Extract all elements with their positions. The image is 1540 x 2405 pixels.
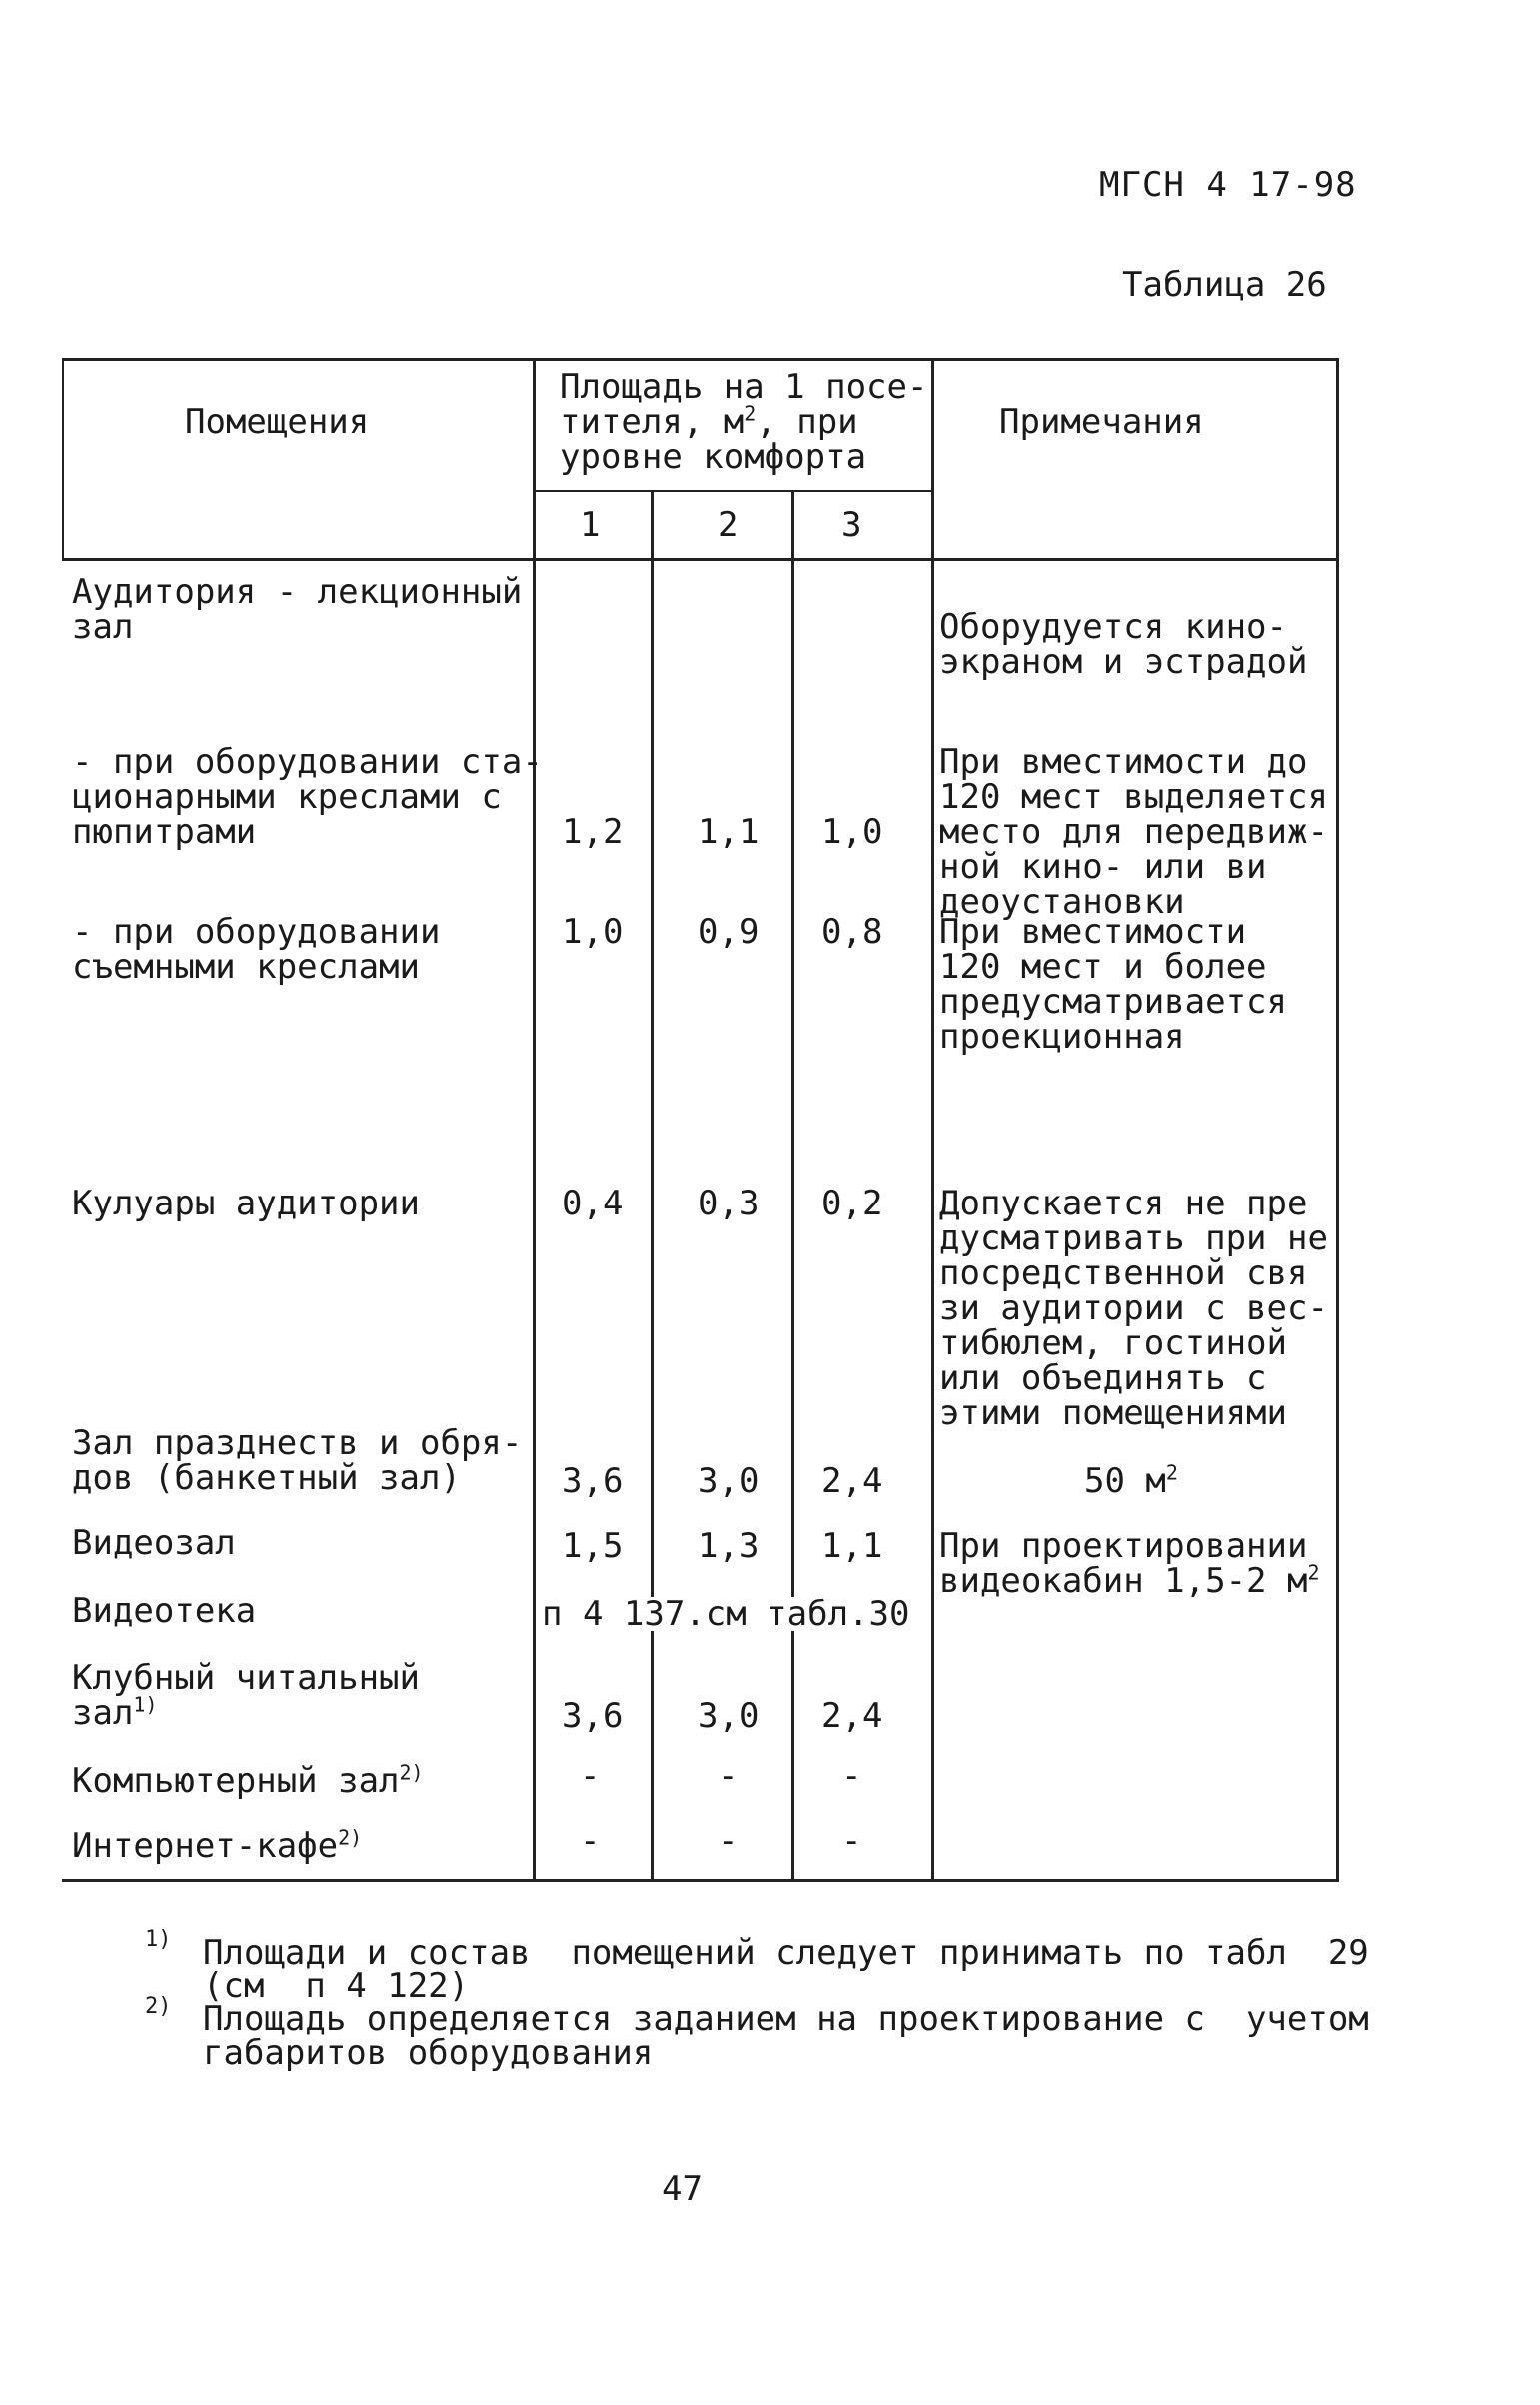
- row-video-hall-v2: 1,3: [698, 1526, 760, 1566]
- page-number: 47: [662, 2169, 703, 2209]
- footnote-2-text: Площадь определяется заданием на проектирование с учетом: [203, 1999, 1369, 2039]
- row-removable-seats-note: проекционная: [939, 1017, 1185, 1057]
- row-lobby-v2: 0,3: [698, 1184, 760, 1223]
- row-fixed-seats-note: место для передвиж-: [939, 812, 1328, 852]
- header-bottom-border: [62, 558, 1339, 561]
- row-removable-seats-name: съемными креслами: [72, 947, 420, 987]
- table-right-border: [1336, 358, 1339, 1882]
- header-area-line2: тителя, $м^2$, при: [560, 401, 858, 442]
- header-level-3: 3: [841, 505, 862, 545]
- row-fixed-seats-note: деоустановки: [939, 882, 1185, 922]
- row-lobby-note: посредственной свя: [939, 1253, 1308, 1293]
- row-banquet-note: 50 $м^2$: [1084, 1460, 1178, 1501]
- row-internet-cafe-v3: -: [841, 1821, 862, 1861]
- row-video-hall-name: Видеозал: [72, 1523, 236, 1563]
- row-internet-cafe-name: Интернет-кафе$^{2)}$: [72, 1825, 363, 1866]
- row-auditorium-note: экраном и эстрадой: [939, 642, 1308, 682]
- footnote-1-text: Площади и состав помещений следует принимать по табл 29: [203, 1933, 1369, 1973]
- row-lobby-note: или объединять с: [939, 1358, 1267, 1398]
- header-level-2: 2: [718, 505, 739, 545]
- table-bottom-border: [62, 1879, 1339, 1882]
- header-area-line3: уровне комфорта: [560, 437, 867, 477]
- row-video-hall-note: При проектировании: [939, 1526, 1308, 1566]
- row-fixed-seats-v3: 1,0: [821, 812, 883, 852]
- row-video-library-span: п 4 137.см табл.30: [542, 1594, 910, 1634]
- footnote-2-text: габаритов оборудования: [203, 2033, 654, 2073]
- row-reading-room-v3: 2,4: [821, 1696, 883, 1736]
- row-computer-room-name: Компьютерный зал$^{2)}$: [72, 1760, 424, 1801]
- row-lobby-note: тибюлем, гостиной: [939, 1323, 1287, 1363]
- row-computer-room-v3: -: [841, 1756, 862, 1796]
- row-lobby-note: дусматривать при не: [939, 1218, 1328, 1258]
- row-reading-room-v1: 3,6: [562, 1696, 624, 1736]
- row-computer-room-v1: -: [580, 1756, 601, 1796]
- row-computer-room-v2: -: [718, 1756, 739, 1796]
- row-lobby-note: этими помещениями: [939, 1393, 1287, 1433]
- row-removable-seats-v1: 1,0: [562, 912, 624, 952]
- row-auditorium-note: Оборудуется кино-: [939, 607, 1287, 647]
- footnote-1-text: (см п 4 122): [203, 1966, 470, 2006]
- document-code: МГСН 4 17-98: [1099, 165, 1357, 205]
- row-video-hall-note: видеокабин 1,5-2 $м^2$: [939, 1560, 1320, 1601]
- row-auditorium-name: Аудитория - лекционный: [72, 572, 523, 612]
- row-fixed-seats-v1: 1,2: [562, 812, 624, 852]
- header-subdivider: [533, 490, 932, 492]
- row-fixed-seats-note: При вместимости до: [939, 742, 1308, 782]
- row-auditorium-name: зал: [72, 607, 134, 647]
- row-banquet-v3: 2,4: [821, 1461, 883, 1501]
- col-border-l1: [651, 490, 654, 1882]
- row-removable-seats-note: предусматривается: [939, 982, 1287, 1022]
- row-reading-room-name: Клубный читальный: [72, 1658, 420, 1698]
- row-removable-seats-v2: 0,9: [698, 912, 760, 952]
- row-fixed-seats-name: - при оборудовании ста-: [72, 742, 543, 782]
- row-banquet-name: дов (банкетный зал): [72, 1458, 461, 1498]
- row-lobby-v3: 0,2: [821, 1184, 883, 1223]
- row-fixed-seats-name: пюпитрами: [72, 812, 257, 852]
- row-video-library-name: Видеотека: [72, 1591, 257, 1631]
- header-level-1: 1: [580, 505, 601, 545]
- row-fixed-seats-note: ной кино- или ви: [939, 847, 1267, 887]
- row-video-hall-v1: 1,5: [562, 1526, 624, 1566]
- row-fixed-seats-v2: 1,1: [698, 812, 760, 852]
- col-border-notes: [931, 358, 934, 1882]
- col-border-rooms: [533, 358, 536, 1882]
- header-notes: Примечания: [999, 402, 1204, 442]
- row-removable-seats-name: - при оборудовании: [72, 912, 441, 952]
- row-video-hall-v3: 1,1: [821, 1526, 883, 1566]
- row-banquet-name: Зал празднеств и обря-: [72, 1423, 523, 1463]
- table-top-border: [62, 358, 1339, 361]
- row-banquet-v1: 3,6: [562, 1461, 624, 1501]
- header-area-line1: Площадь на 1 посе-: [560, 367, 928, 407]
- table-label: Таблица 26: [1122, 265, 1327, 305]
- row-removable-seats-note: При вместимости: [939, 912, 1247, 952]
- row-reading-room-v2: 3,0: [698, 1696, 760, 1736]
- footnote-2-mark: 2): [145, 1994, 172, 2019]
- row-reading-room-name: зал$^{1)}$: [72, 1692, 158, 1733]
- row-internet-cafe-v1: -: [580, 1821, 601, 1861]
- row-removable-seats-note: 120 мест и более: [939, 947, 1267, 987]
- row-lobby-note: зи аудитории с вес-: [939, 1288, 1328, 1328]
- row-fixed-seats-name: ционарными креслами с: [72, 777, 502, 817]
- row-lobby-v1: 0,4: [562, 1184, 624, 1223]
- row-lobby-note: Допускается не пре: [939, 1184, 1308, 1223]
- row-internet-cafe-v2: -: [718, 1821, 739, 1861]
- row-removable-seats-v3: 0,8: [821, 912, 883, 952]
- header-rooms: Помещения: [185, 402, 370, 442]
- table-left-border: [62, 358, 64, 561]
- row-banquet-v2: 3,0: [698, 1461, 760, 1501]
- row-fixed-seats-note: 120 мест выделяется: [939, 777, 1328, 817]
- footnote-1-mark: 1): [145, 1927, 172, 1952]
- row-lobby-name: Кулуары аудитории: [72, 1184, 420, 1223]
- col-border-l2: [791, 490, 794, 1882]
